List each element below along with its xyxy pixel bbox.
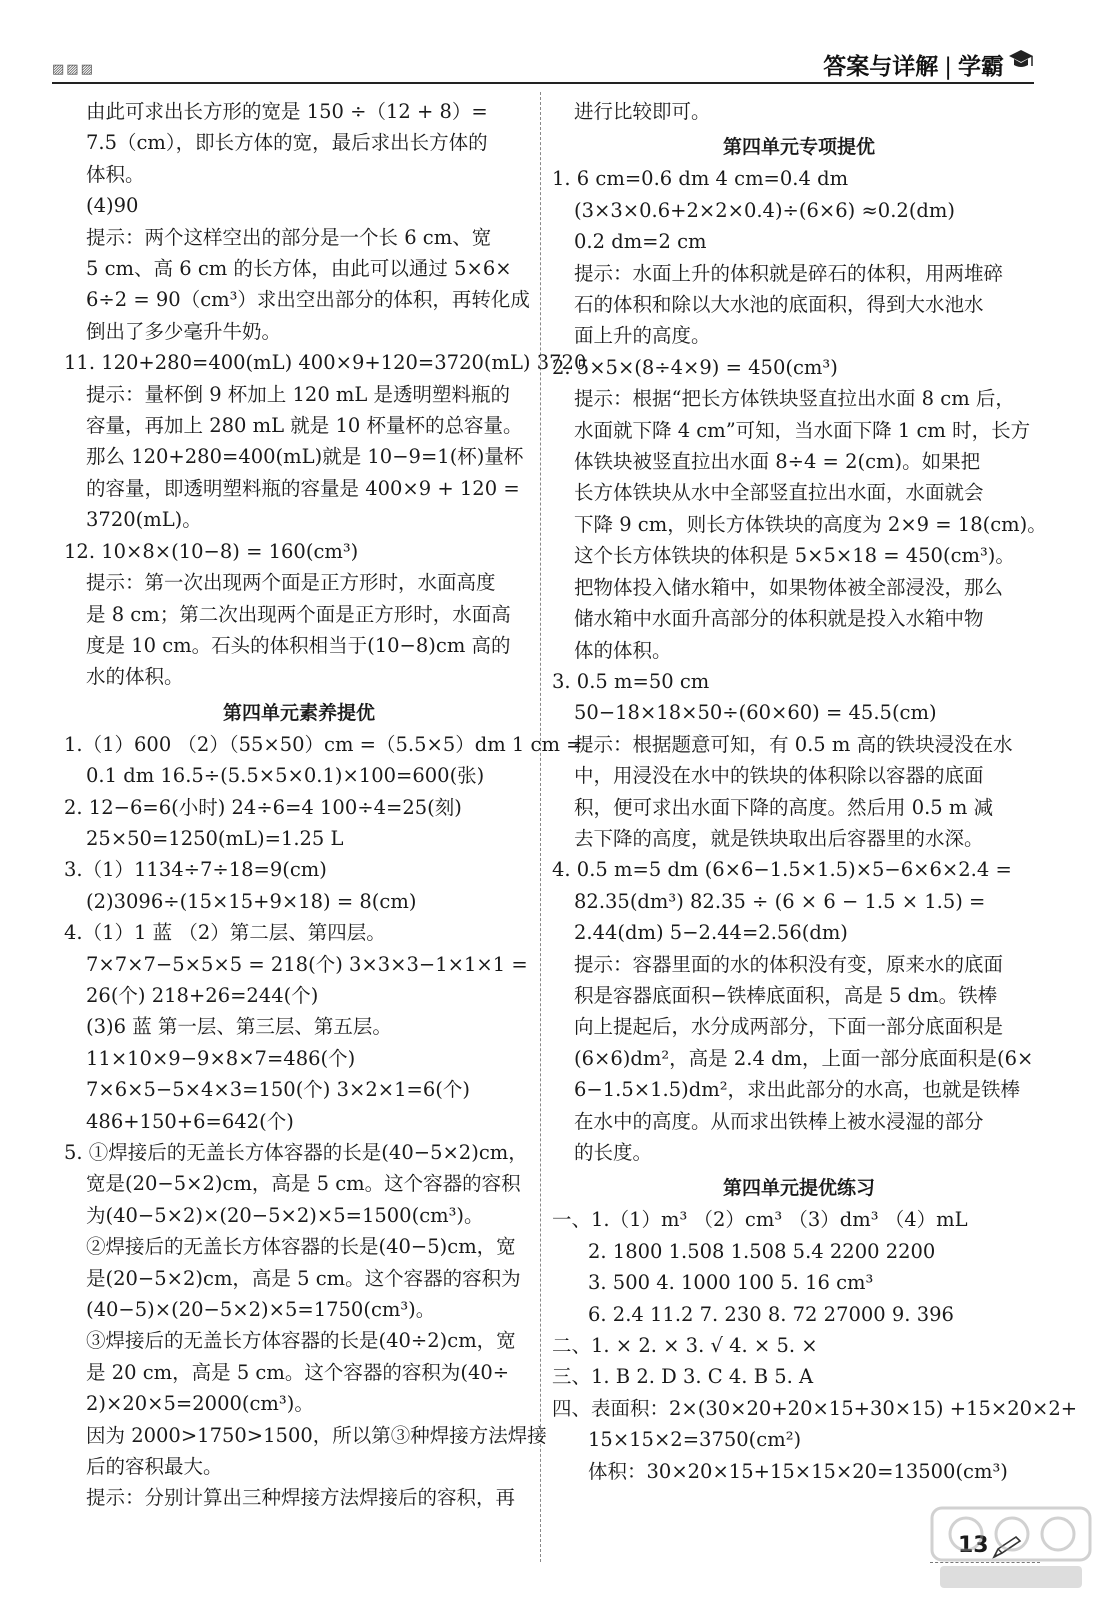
left-text-line: ③焊接后的无盖长方体容器的长是(40÷2)cm，宽 [86,1329,516,1353]
right-text-line: 把物体投入储水箱中，如果物体被全部浸没，那么 [574,575,1004,599]
right-text-line: 15×15×2=3750(cm²) [588,1428,802,1452]
left-text-line: 3720(mL)。 [86,508,202,532]
left-text-line: 倒出了多少毫升牛奶。 [86,319,282,343]
left-text-line: 2)×20×5=2000(cm³)。 [86,1392,314,1416]
left-text-line: 是 8 cm；第二次出现两个面是正方形时，水面高 [86,602,511,626]
watermark-logo [926,1500,1096,1595]
right-text-line: 6. 2.4 11.2 7. 230 8. 72 27000 9. 396 [588,1302,954,1326]
left-text-line: 提示：量杯倒 9 杯加上 120 mL 是透明塑料瓶的 [86,382,511,406]
left-text-line: 提示：第一次出现两个面是正方形时，水面高度 [86,571,496,595]
left-text-line: 是(20−5×2)cm，高是 5 cm。这个容器的容积为 [86,1266,521,1290]
right-text-line: 1. 6 cm=0.6 dm 4 cm=0.4 dm [552,167,849,191]
left-text-line: 1.（1）600 （2）（55×50）cm =（5.5×5）dm 1 cm = [64,732,583,756]
right-text-line: 向上提起后，水分成两部分，下面一部分底面积是 [574,1015,1004,1039]
right-text-line: 体的体积。 [574,638,672,662]
right-text-line: 四、表面积：2×(30×20+20×15+30×15) +15×20×2+ [552,1396,1078,1420]
right-text-line: (6×6)dm²，高是 2.4 dm，上面一部分底面积是(6× [574,1046,1034,1070]
right-text-line: 2. 1800 1.508 1.508 5.4 2200 2200 [588,1239,936,1263]
graduation-cap-icon [1008,48,1034,72]
left-text-line: 7×6×5−5×4×3=150(个) 3×2×1=6(个) [86,1078,470,1102]
left-text-line: 11×10×9−9×8×7=486(个) [86,1046,356,1070]
right-text-line: 积，便可求出水面下降的高度。然后用 0.5 m 减 [574,795,994,819]
left-text-line: (3)6 蓝 第一层、第三层、第五层。 [86,1015,392,1039]
right-text-line: 二、1. × 2. × 3. √ 4. × 5. × [552,1334,818,1358]
header-rule [52,82,1034,84]
header-brand: 学霸 [957,54,1004,80]
left-text-line: 宽是(20−5×2)cm，高是 5 cm。这个容器的容积 [86,1172,521,1196]
header-title-group [823,48,1034,81]
right-section-heading: 第四单元提优练习 [722,1177,875,1200]
right-text-line: 在水中的高度。从而求出铁棒上被水浸湿的部分 [574,1109,984,1133]
column-divider [540,92,541,1562]
left-text-line: 7.5（cm），即长方体的宽，最后求出长方体的 [86,131,488,155]
right-text-line: 长方体铁块从水中全部竖直拉出水面，水面就会 [574,481,984,505]
right-text-line: 3. 0.5 m=50 cm [552,669,710,693]
left-text-line: 后的容积最大。 [86,1455,223,1479]
left-text-line: (40−5)×(20−5×2)×5=1750(cm³)。 [86,1298,436,1322]
left-text-line: ②焊接后的无盖长方体容器的长是(40−5)cm，宽 [86,1235,516,1259]
right-text-line: 水面就下降 4 cm”可知，当水面下降 1 cm 时，长方 [574,418,1031,442]
left-text-line: 的容量，即透明塑料瓶的容量是 400×9 + 120 = [86,476,520,500]
right-column [552,96,1078,1487]
right-text-line: (3×3×0.6+2×2×0.4)÷(6×6) ≈0.2(dm) [574,198,956,222]
right-text-line: 下降 9 cm，则长方体铁块的高度为 2×9 = 18(cm)。 [574,512,1047,536]
left-text-line: 4.（1）1 蓝 （2）第二层、第四层。 [64,921,386,945]
left-text-line: 那么 120+280=400(mL)就是 10−9=1(杯)量杯 [86,445,524,469]
left-text-line: 由此可求出长方形的宽是 150 ÷（12 + 8）= [86,100,488,123]
page-header [0,0,1104,88]
left-text-line: 11. 120+280=400(mL) 400×9+120=3720(mL) 3720 [64,351,587,375]
left-text-line: 486+150+6=642(个) [86,1109,294,1133]
left-text-line: 25×50=1250(mL)=1.25 L [86,826,344,850]
right-text-line: 4. 0.5 m=5 dm (6×6−1.5×1.5)×5−6×6×2.4 = [552,858,1012,882]
left-text-line: 0.1 dm 16.5÷(5.5×5×0.1)×100=600(张) [86,764,485,788]
right-text-line: 2. 5×5×(8÷4×9) = 450(cm³) [552,355,838,379]
header-separator: | [944,54,952,80]
left-text-line: 6÷2 = 90（cm³）求出空出部分的体积，再转化成 [86,288,530,312]
left-text-line: 12. 10×8×(10−8) = 160(cm³) [64,539,359,563]
right-text-line: 提示：水面上升的体积就是碎石的体积，用两堆碎 [574,261,1004,285]
right-text-line: 储水箱中水面升高部分的体积就是投入水箱中物 [574,607,984,631]
right-text-line: 2.44(dm) 5−2.44=2.56(dm) [574,921,848,945]
left-text-line: 水的体积。 [86,665,184,689]
right-text-line: 6−1.5×1.5)dm²，求出此部分的水高，也就是铁棒 [574,1078,1021,1102]
right-text-line: 面上升的高度。 [574,324,711,348]
left-text-line: 2. 12−6=6(小时) 24÷6=4 100÷4=25(刻) [64,795,462,819]
right-text-line: 提示：根据“把长方体铁块竖直拉出水面 8 cm 后， [574,387,1015,411]
right-text-line: 3. 500 4. 1000 100 5. 16 cm³ [588,1271,874,1295]
left-text-line: 为(40−5×2)×(20−5×2)×5=1500(cm³)。 [86,1203,484,1227]
right-text-line: 中，用浸没在水中的铁块的体积除以容器的底面 [574,764,984,788]
left-text-line: 是 20 cm，高是 5 cm。这个容器的容积为(40÷ [86,1360,510,1384]
left-text-line: 因为 2000>1750>1500，所以第③种焊接方法焊接 [86,1423,547,1447]
header-title: 答案与详解 [823,54,939,80]
left-text-line: 3.（1）1134÷7÷18=9(cm) [64,858,327,882]
right-text-line: 这个长方体铁块的体积是 5×5×18 = 450(cm³)。 [574,544,1015,568]
right-section-heading: 第四单元专项提优 [722,136,875,159]
header-marks: ▨▨▨ [52,62,95,77]
right-text-line: 去下降的高度，就是铁块取出后容器里的水深。 [574,826,984,850]
right-text-line: 提示：容器里面的水的体积没有变，原来水的底面 [574,952,1004,976]
right-text-line: 体积：30×20×15+15×15×20=13500(cm³) [588,1459,1008,1483]
left-text-line: 提示：分别计算出三种焊接方法焊接后的容积，再 [86,1486,516,1510]
left-text-line: 5 cm、高 6 cm 的长方体，由此可以通过 5×6× [86,257,512,281]
right-text-line: 积是容器底面积−铁棒底面积，高是 5 dm。铁棒 [574,983,998,1007]
right-text-line: 三、1. B 2. D 3. C 4. B 5. A [552,1365,814,1389]
right-text-line: 石的体积和除以大水池的底面积，得到大水池水 [574,293,984,317]
left-text-line: 容量，再加上 280 mL 就是 10 杯量杯的总容量。 [86,414,523,438]
right-text-line: 0.2 dm=2 cm [574,230,707,254]
right-text-line: 提示：根据题意可知，有 0.5 m 高的铁块浸没在水 [574,732,1013,756]
left-column [64,96,587,1514]
left-text-line: 度是 10 cm。石头的体积相当于(10−8)cm 高的 [86,633,511,657]
left-text-line: (4)90 [86,194,139,218]
right-text-line: 82.35(dm³) 82.35 ÷ (6 × 6 − 1.5 × 1.5) = [574,889,986,913]
left-text-line: 7×7×7−5×5×5 = 218(个) 3×3×3−1×1×1 = [86,952,528,976]
right-text-line: 的长度。 [574,1141,653,1164]
left-text-line: 5. ①焊接后的无盖长方体容器的长是(40−5×2)cm， [64,1141,528,1164]
right-text-line: 进行比较即可。 [574,100,711,123]
left-text-line: 体积。 [86,162,145,186]
right-text-line: 体铁块被竖直拉出水面 8÷4 = 2(cm)。如果把 [574,450,981,474]
right-text-line: 50−18×18×50÷(60×60) = 45.5(cm) [574,701,937,725]
left-section-heading: 第四单元素养提优 [222,701,375,724]
left-text-line: 26(个) 218+26=244(个) [86,983,319,1007]
page-number: 13 [958,1533,989,1558]
left-text-line: (2)3096÷(15×15+9×18) = 8(cm) [86,889,417,913]
left-text-line: 提示：两个这样空出的部分是一个长 6 cm、宽 [86,225,492,249]
right-text-line: 一、1.（1）m³ （2）cm³ （3）dm³ （4）mL [552,1208,968,1232]
